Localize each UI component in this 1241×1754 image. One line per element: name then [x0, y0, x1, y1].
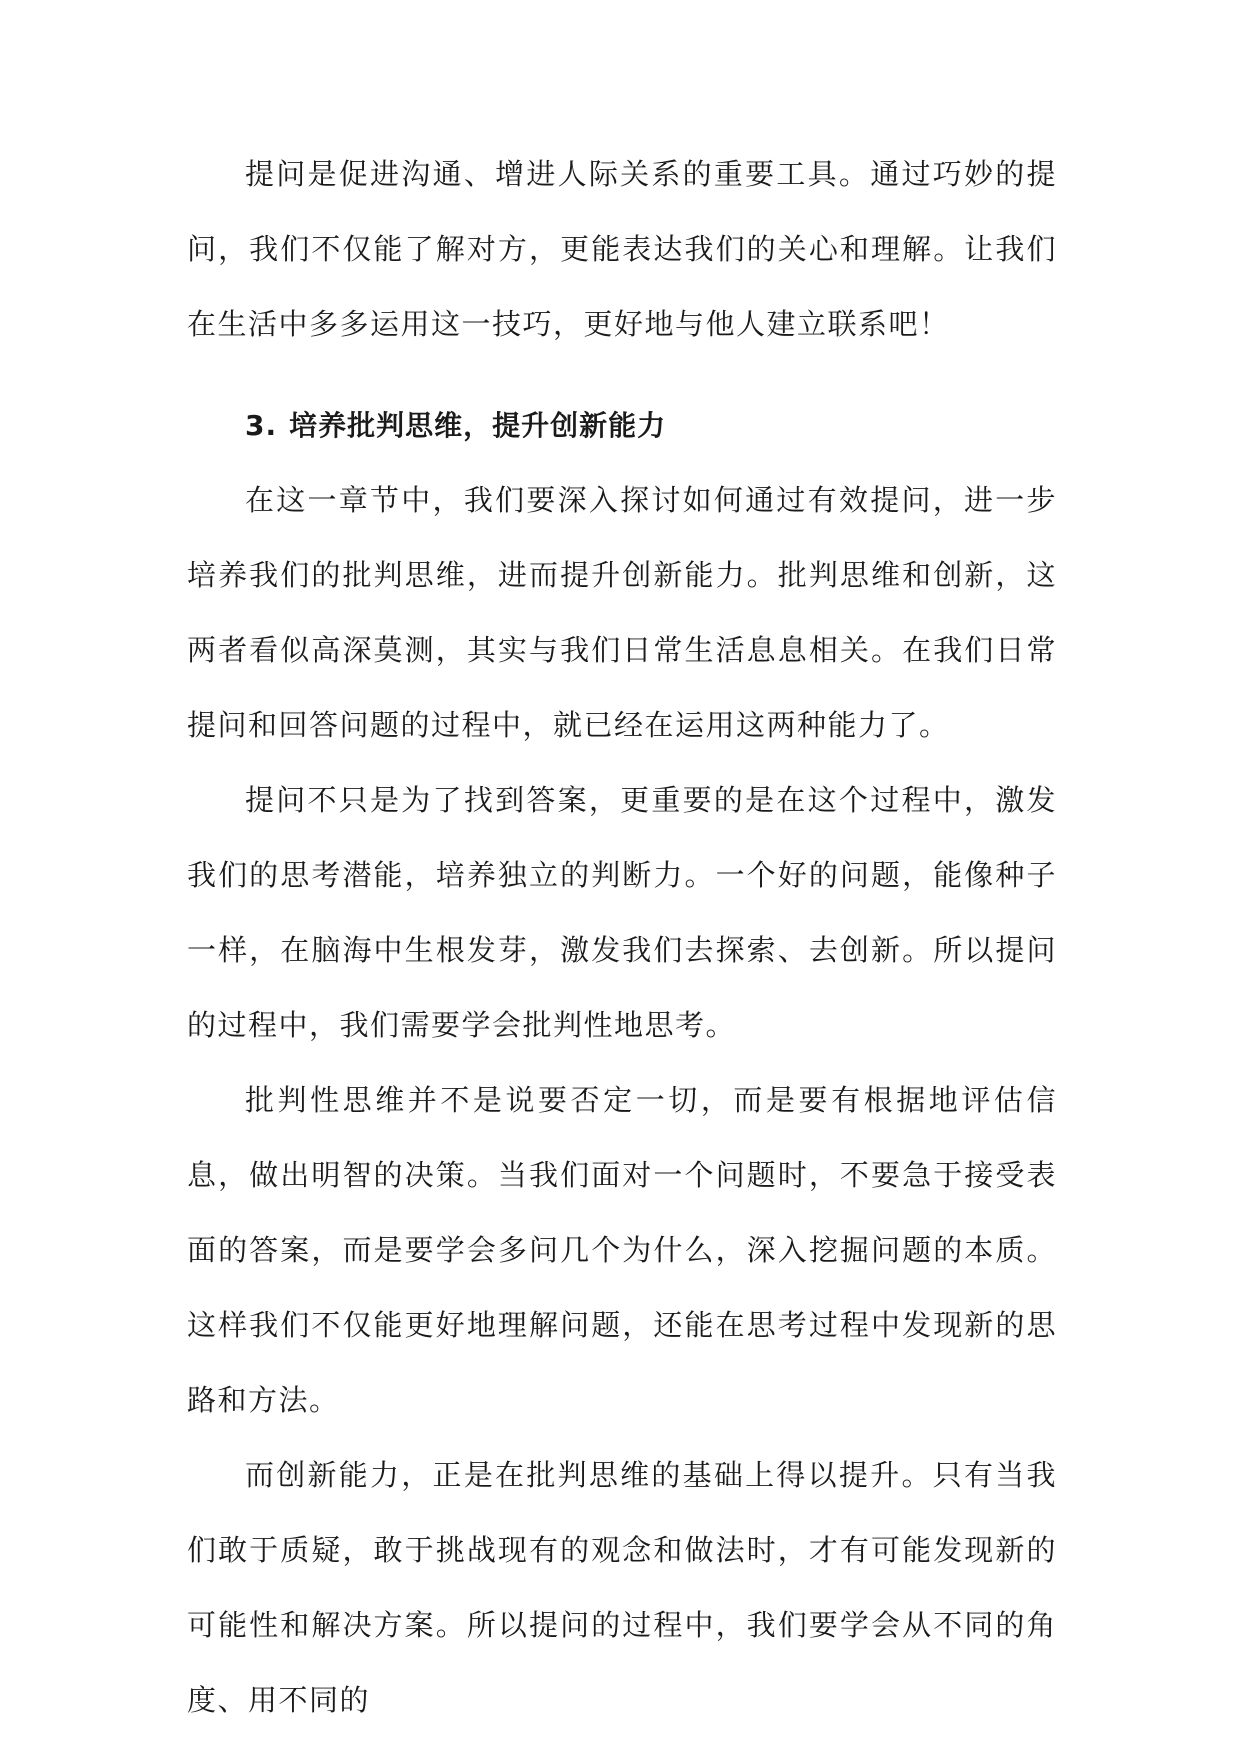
intro-paragraph: 提问是促进沟通、增进人际关系的重要工具。通过巧妙的提问，我们不仅能了解对方，更能表达我们的关心和理解。让我们在生活中多多运用这一技巧，更好地与他人建立联系吧！: [187, 157, 1057, 341]
section-number: 3.: [245, 409, 278, 442]
document-body: [187, 137, 1057, 1738]
body-paragraph: 在这一章节中，我们要深入探讨如何通过有效提问，进一步培养我们的批判思维，进而提升创新能力。批判思维和创新，这两者看似高深莫测，其实与我们日常生活息息相关。在我们日常提问和回答问题的过程中，就已经在运用这两种能力了。: [187, 483, 1057, 742]
body-paragraph: 提问不只是为了找到答案，更重要的是在这个过程中，激发我们的思考潜能，培养独立的判断力。一个好的问题，能像种子一样，在脑海中生根发芽，激发我们去探索、去创新。所以提问的过程中，我们需要学会批判性地思考。: [187, 783, 1057, 1042]
body-paragraph: 批判性思维并不是说要否定一切，而是要有根据地评估信息，做出明智的决策。当我们面对一个问题时，不要急于接受表面的答案，而是要学会多问几个为什么，深入挖掘问题的本质。这样我们不仅能更好地理解问题，还能在思考过程中发现新的思路和方法。: [187, 1083, 1057, 1417]
section-title: 培养批判思维，提升创新能力: [289, 409, 667, 442]
body-paragraph: 而创新能力，正是在批判思维的基础上得以提升。只有当我们敢于质疑，敢于挑战现有的观念和做法时，才有可能发现新的可能性和解决方案。所以提问的过程中，我们要学会从不同的角度、用不同的: [187, 1458, 1057, 1717]
section-heading: [187, 388, 1057, 463]
